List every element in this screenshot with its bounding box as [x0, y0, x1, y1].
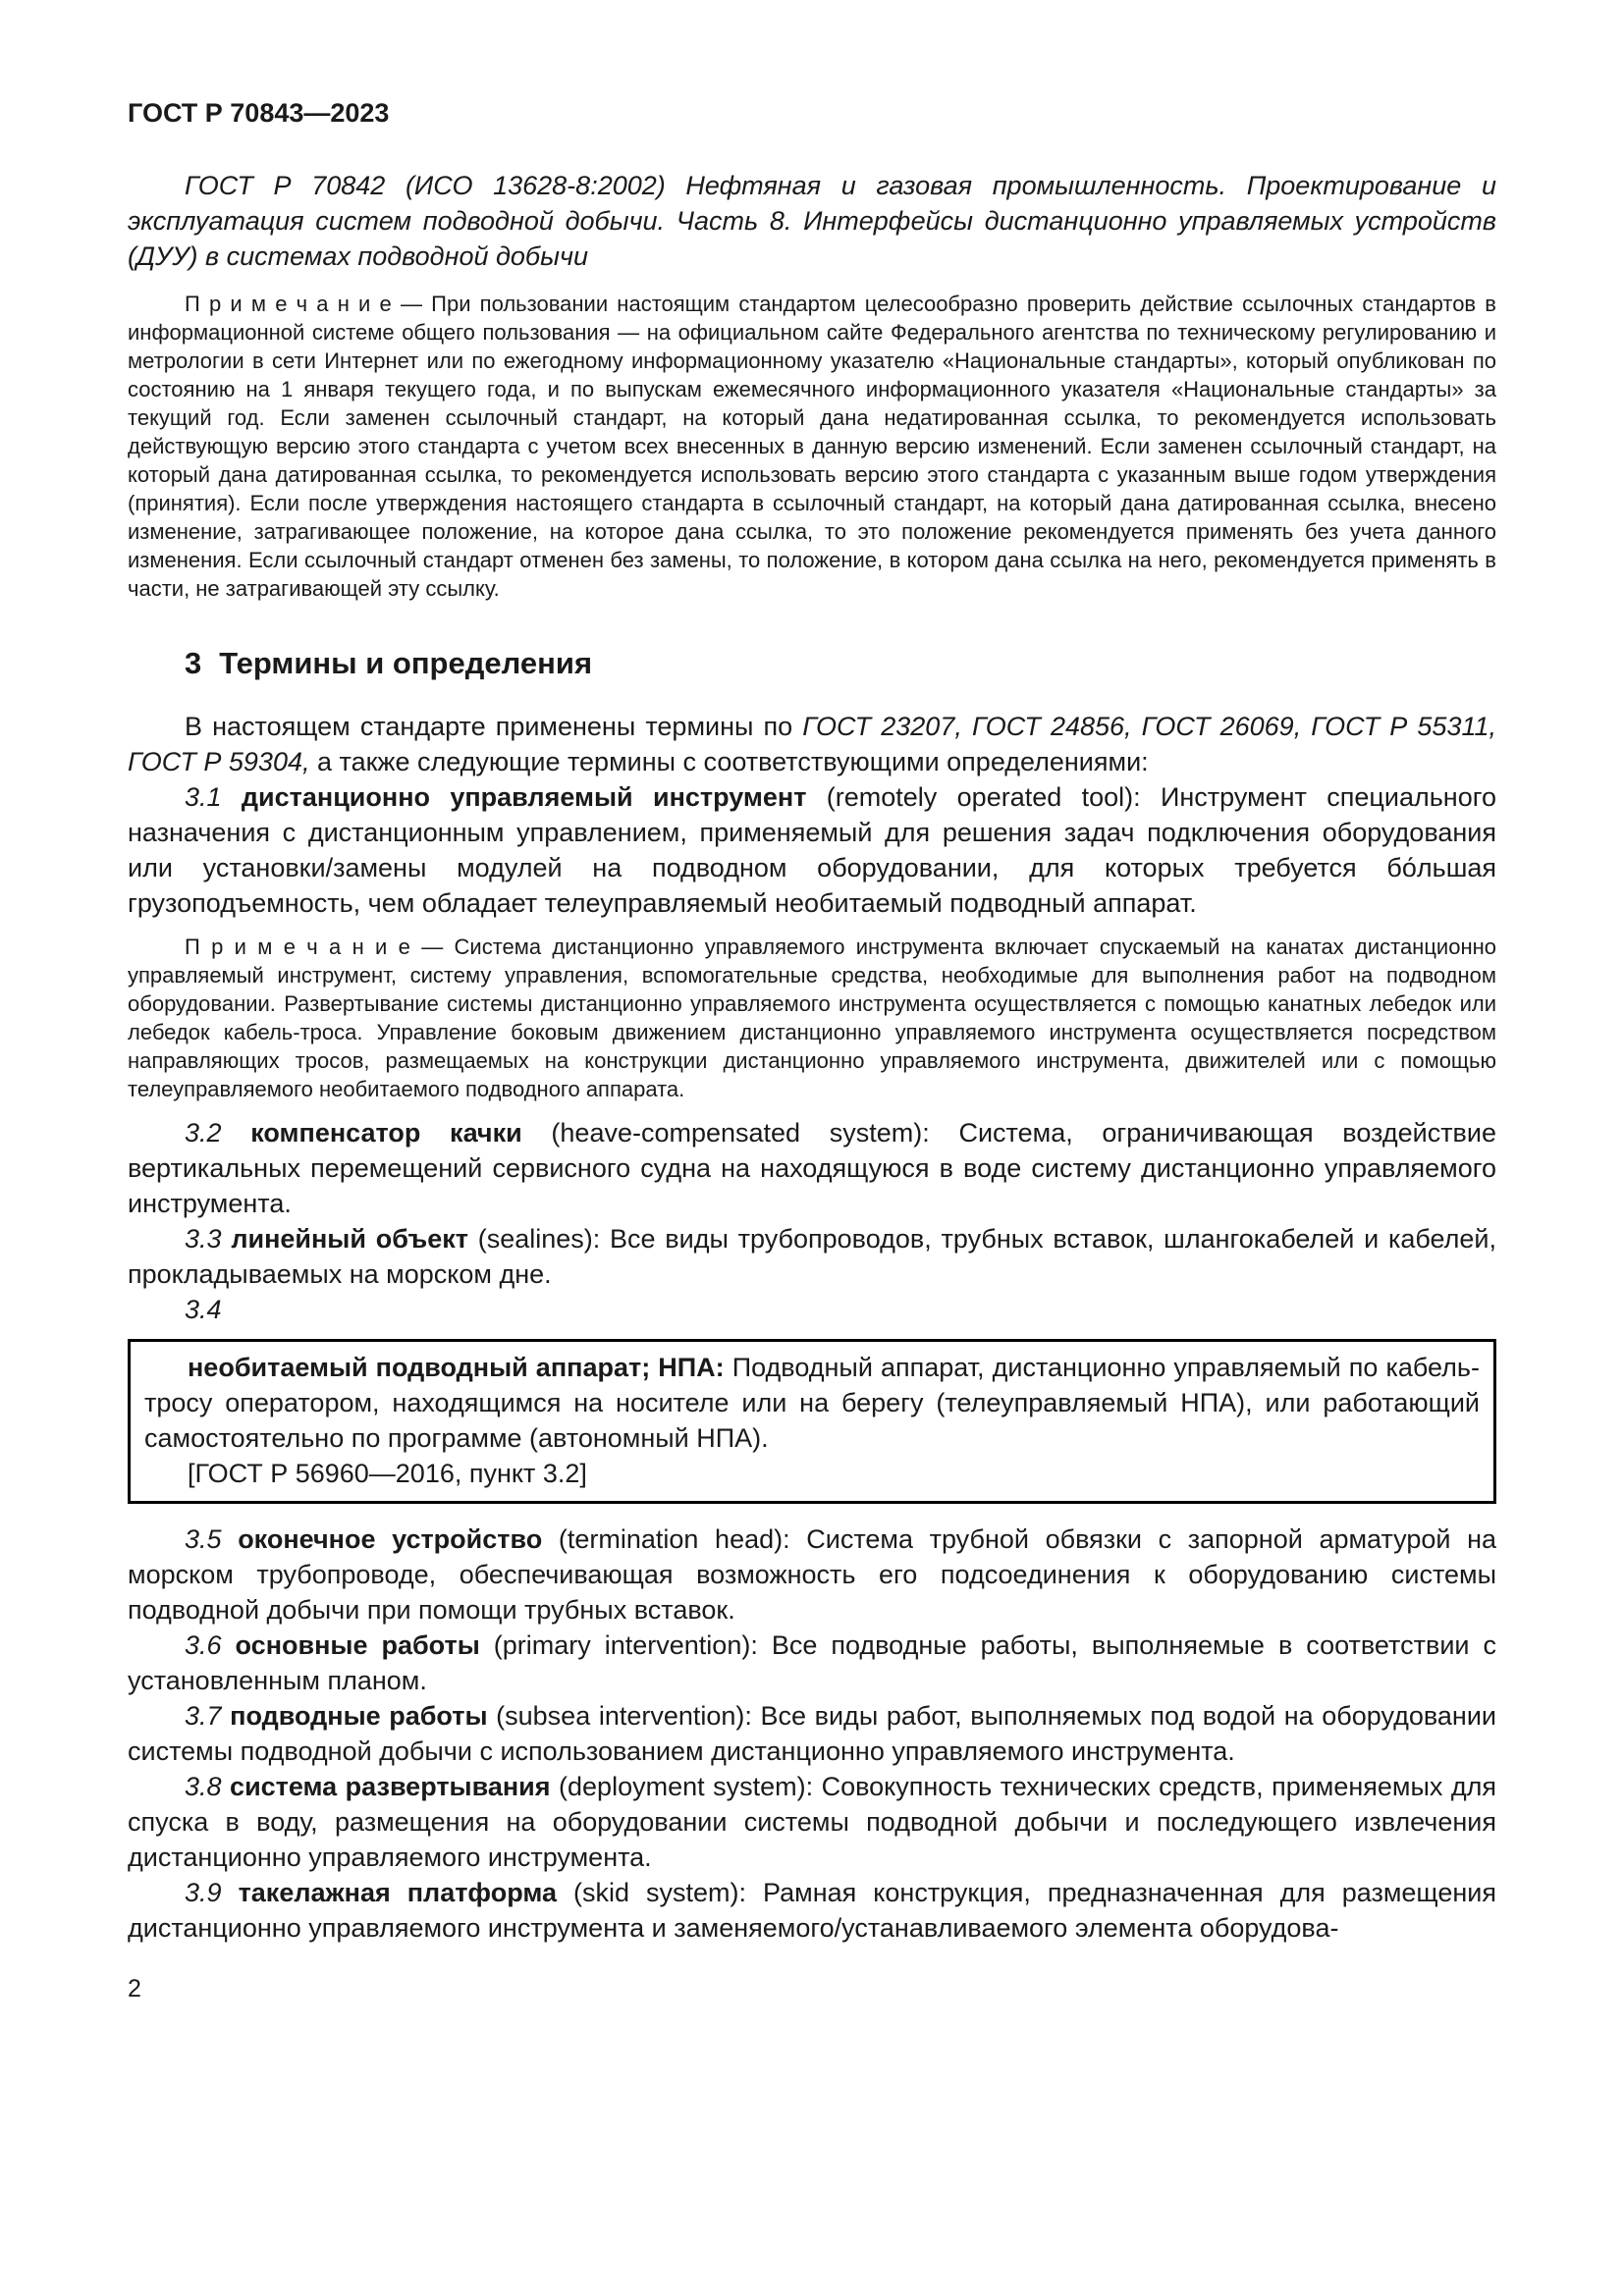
term-3-4-number [128, 1292, 1496, 1327]
term-3-8 [128, 1769, 1496, 1875]
section-heading [128, 646, 1496, 681]
term-definition: (subsea intervention): Все виды работ, выполняемых под водой на оборудовании системы подводной добычи с использованием дистанционно управляемого инструмента. [128, 1701, 1496, 1766]
section-number: 3 [185, 646, 202, 680]
boxed-term-source: [ГОСТ Р 56960—2016, пункт 3.2] [188, 1459, 587, 1488]
term-number: 3.9 [185, 1878, 222, 1907]
term-number: 3.8 [185, 1772, 222, 1801]
term-3-1 [128, 779, 1496, 921]
term-number: 3.5 [185, 1524, 222, 1554]
terms-intro-paragraph [128, 709, 1496, 779]
term-3-6 [128, 1628, 1496, 1698]
section-title: Термины и определения [219, 646, 593, 680]
reference-note: П р и м е ч а н и е — При пользовании настоящим стандартом целесообразно проверить действие ссылочных стандартов в информационной системе общего пользования — на официальном сайте Федерального агентства по техническому регулированию и метрологии в сети Интернет или по ежегодному информационному указателю «Национальные стандарты», который опубликован по состоянию на 1 января текущего года, и по выпускам ежемесячного информационного указателя «Национальные стандарты» за текущий год. Если заменен ссылочный стандарт, на который дана недатированная ссылка, то рекомендуется использовать действующую версию этого стандарта с учетом всех внесенных в данную версию изменений. Если заменен ссылочный стандарт, на который дана датированная ссылка, то рекомендуется использовать версию этого стандарта с указанным выше годом утверждения (принятия). Если после утверждения настоящего стандарта в ссылочный стандарт, на который дана датированная ссылка, внесено изменение, затрагивающее положение, на которое дана ссылка, то это положение рекомендуется применять без учета данного изменения. Если ссылочный стандарт отменен без замены, то положение, в котором дана ссылка на него, рекомендуется применять в части, не затрагивающей эту ссылку. [128, 292, 1496, 601]
term-name: оконечное устройство [238, 1524, 543, 1554]
term-name: дистанционно управляемый инструмент [241, 782, 807, 812]
term-3-2 [128, 1115, 1496, 1221]
term-definition: (heave-compensated system): Система, ограничивающая воздействие вертикальных перемещений сервисного судна на находящуюся в воде систему дистанционно управляемого инструмента. [128, 1118, 1496, 1218]
term-name: система развертывания [230, 1772, 551, 1801]
page-number: 2 [128, 1975, 141, 2002]
reference-entry: ГОСТ Р 70842 (ИСО 13628-8:2002) Нефтяная и газовая промышленность. Проектирование и эксплуатация систем подводной добычи. Часть 8. Интерфейсы дистанционно управляемых устройств (ДУУ) в системах подводной добычи [128, 171, 1496, 271]
term-definition: (termination head): Система трубной обвязки с запорной арматурой на морском трубопроводе, обеспечивающая возможность его подсоединения к оборудованию системы подводной добычи при помощи трубных вставок. [128, 1524, 1496, 1625]
term-number: 3.1 [185, 782, 222, 812]
term-3-5 [128, 1522, 1496, 1628]
term-definition: (skid system): Рамная конструкция, предназначенная для размещения дистанционно управляемого инструмента и заменяемого/устанавливаемого элемента оборудова- [128, 1878, 1496, 1943]
term-name: подводные работы [230, 1701, 488, 1731]
term-name: линейный объект [231, 1224, 468, 1254]
term-definition: (sealines): Все виды трубопроводов, трубных вставок, шлангокабелей и кабелей, прокладываемых на морском дне. [128, 1224, 1496, 1289]
definition-box [128, 1339, 1496, 1504]
term-definition: (primary intervention): Все подводные работы, выполняемые в соответствии с установленным планом. [128, 1630, 1496, 1695]
term-name: такелажная платформа [238, 1878, 557, 1907]
boxed-term-definition: Подводный аппарат, дистанционно управляемый по кабель-тросу оператором, находящимся на носителе или на берегу (телеуправляемый НПА), или работающий самостоятельно по программе (автономный НПА). [144, 1353, 1480, 1453]
term-number: 3.4 [185, 1295, 222, 1324]
term-3-7 [128, 1698, 1496, 1769]
term-number: 3.2 [185, 1118, 222, 1148]
doc-number-header: ГОСТ Р 70843—2023 [128, 98, 390, 128]
term-3-3 [128, 1221, 1496, 1292]
term-definition: (remotely operated tool): Инструмент специального назначения с дистанционным управлением, применяемый для решения задач подключения оборудования или установки/замены модулей на подводном оборудовании, для которых требуется бо́льшая грузоподъемность, чем обладает телеуправляемый необитаемый подводный аппарат. [128, 782, 1496, 918]
terms-intro-post: а также следующие термины с соответствующими определениями: [309, 747, 1149, 776]
term-number: 3.7 [185, 1701, 222, 1731]
term-name: основные работы [235, 1630, 480, 1660]
term-3-1-note: П р и м е ч а н и е — Система дистанционно управляемого инструмента включает спускаемый на канатах дистанционно управляемый инструмент, систему управления, вспомогательные средства, необходимые для выполнения работ на подводном оборудовании. Развертывание системы дистанционно управляемого инструмента осуществляется с помощью канатных лебедок или лебедок кабель-троса. Управление боковым движением дистанционно управляемого инструмента осуществляется посредством направляющих тросов, размещаемых на конструкции дистанционно управляемого инструмента, движителей или с помощью телеуправляемого необитаемого подводного аппарата. [128, 934, 1496, 1101]
term-definition: (deployment system): Совокупность технических средств, применяемых для спуска в воду, размещения на оборудовании системы подводной добычи и последующего извлечения дистанционно управляемого инструмента. [128, 1772, 1496, 1872]
terms-intro-pre: В настоящем стандарте применены термины по [185, 712, 803, 741]
boxed-term-name: необитаемый подводный аппарат; НПА: [188, 1353, 725, 1382]
term-3-9 [128, 1875, 1496, 1946]
term-name: компенсатор качки [250, 1118, 522, 1148]
term-number: 3.3 [185, 1224, 222, 1254]
boxed-definition [144, 1350, 1480, 1456]
terms-intro-gost-refs: ГОСТ 23207, ГОСТ 24856, ГОСТ 26069, ГОСТ Р 55311, ГОСТ Р 59304, [128, 712, 1496, 776]
term-number: 3.6 [185, 1630, 222, 1660]
